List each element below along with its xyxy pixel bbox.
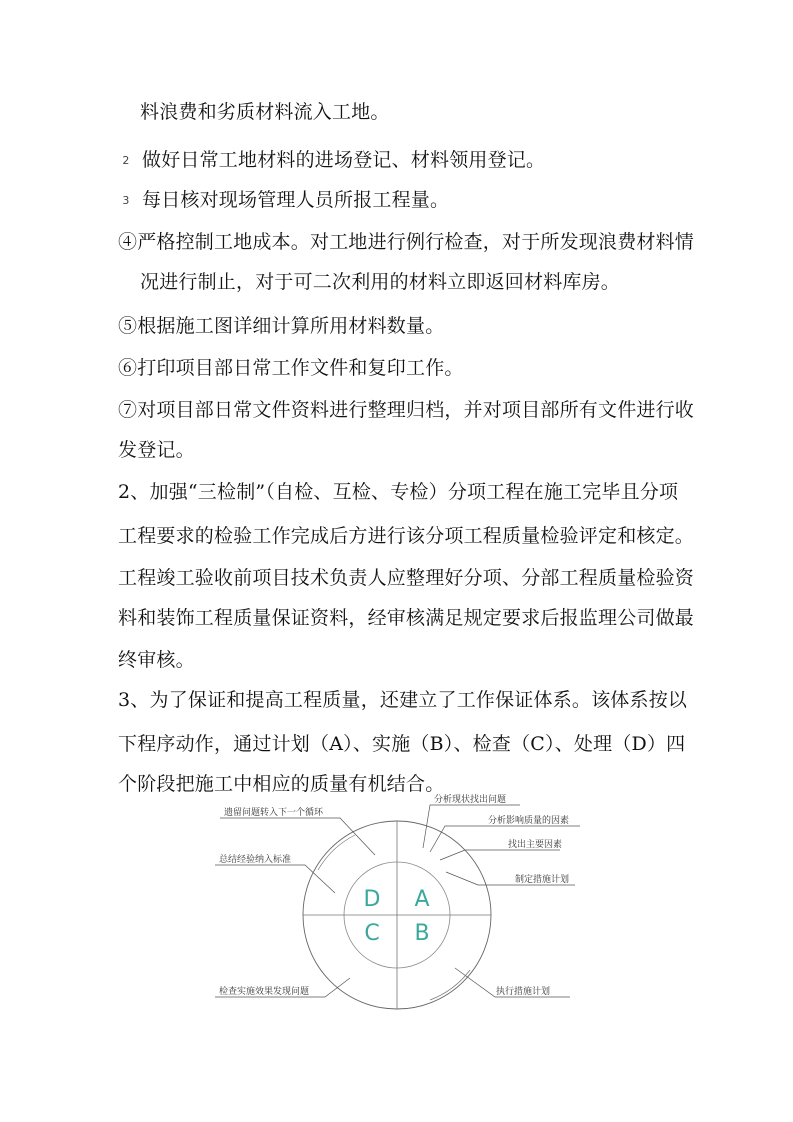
label-top-right-2: 分析影响质量的因素 — [488, 816, 570, 826]
text-line: 2、加强“三检制”（自检、互检、专检）分项工程在施工完毕且分项 — [118, 481, 679, 503]
quadrant-c: C — [364, 921, 380, 946]
item-text: 做好日常工地材料的进场登记、材料领用登记。 — [142, 149, 546, 171]
text-line: 发登记。 — [118, 439, 195, 461]
text-line: 工程要求的检验工作完成后方进行该分项工程质量检验评定和核定。 — [118, 525, 695, 547]
label-bottom-right: 执行措施计划 — [496, 987, 551, 997]
text-line: 终审核。 — [118, 649, 195, 671]
quadrant-b: B — [414, 921, 430, 946]
text-line: 个阶段把施工中相应的质量有机结合。 — [118, 773, 445, 795]
text-line: 料浪费和劣质材料流入工地。 — [140, 101, 390, 123]
item-number: 2 — [122, 154, 130, 167]
text-line: 况进行制止，对于可二次利用的材料立即返回材料库房。 — [140, 271, 621, 293]
label-top-right-4: 制定措施计划 — [515, 875, 570, 885]
text-line: ⑥打印项目部日常工作文件和复印工作。 — [118, 357, 464, 379]
item-number: 3 — [122, 194, 130, 207]
cycle-arrow — [318, 835, 355, 870]
text-line: 下程序动作，通过计划（A）、实施（B）、检查（C）、处理（D）四 — [118, 733, 686, 755]
label-top-left: 遗留问题转入下一个循环 — [224, 808, 324, 818]
text-line: 料和装饰工程质量保证资料，经审核满足规定要求后报监理公司做最 — [118, 607, 695, 629]
quadrant-a: A — [414, 887, 430, 912]
leader-line — [440, 850, 560, 860]
item-text: 每日核对现场管理人员所报工程量。 — [142, 189, 450, 211]
label-mid-left: 总结经验纳入标准 — [219, 855, 292, 865]
quadrant-d: D — [363, 887, 381, 912]
leader-line — [215, 865, 335, 893]
label-top-right-3: 找出主要因素 — [508, 840, 563, 850]
label-top-right-1: 分析现状找出问题 — [434, 795, 507, 805]
text-line: 工程竣工验收前项目技术负责人应整理好分项、分部工程质量检验资 — [118, 567, 695, 589]
text-line: ⑤根据施工图详细计算所用材料数量。 — [118, 315, 445, 337]
text-line: 3、为了保证和提高工程质量，还建立了工作保证体系。该体系按以 — [118, 689, 688, 711]
leader-line — [423, 805, 520, 848]
text-line: ④严格控制工地成本。对工地进行例行检查，对于所发现浪费材料情 — [118, 231, 695, 253]
label-bottom-left: 检查实施效果发现问题 — [219, 987, 310, 997]
text-line: ⑦对项目部日常文件资料进行整理归档，并对项目部所有文件进行收 — [118, 399, 695, 421]
